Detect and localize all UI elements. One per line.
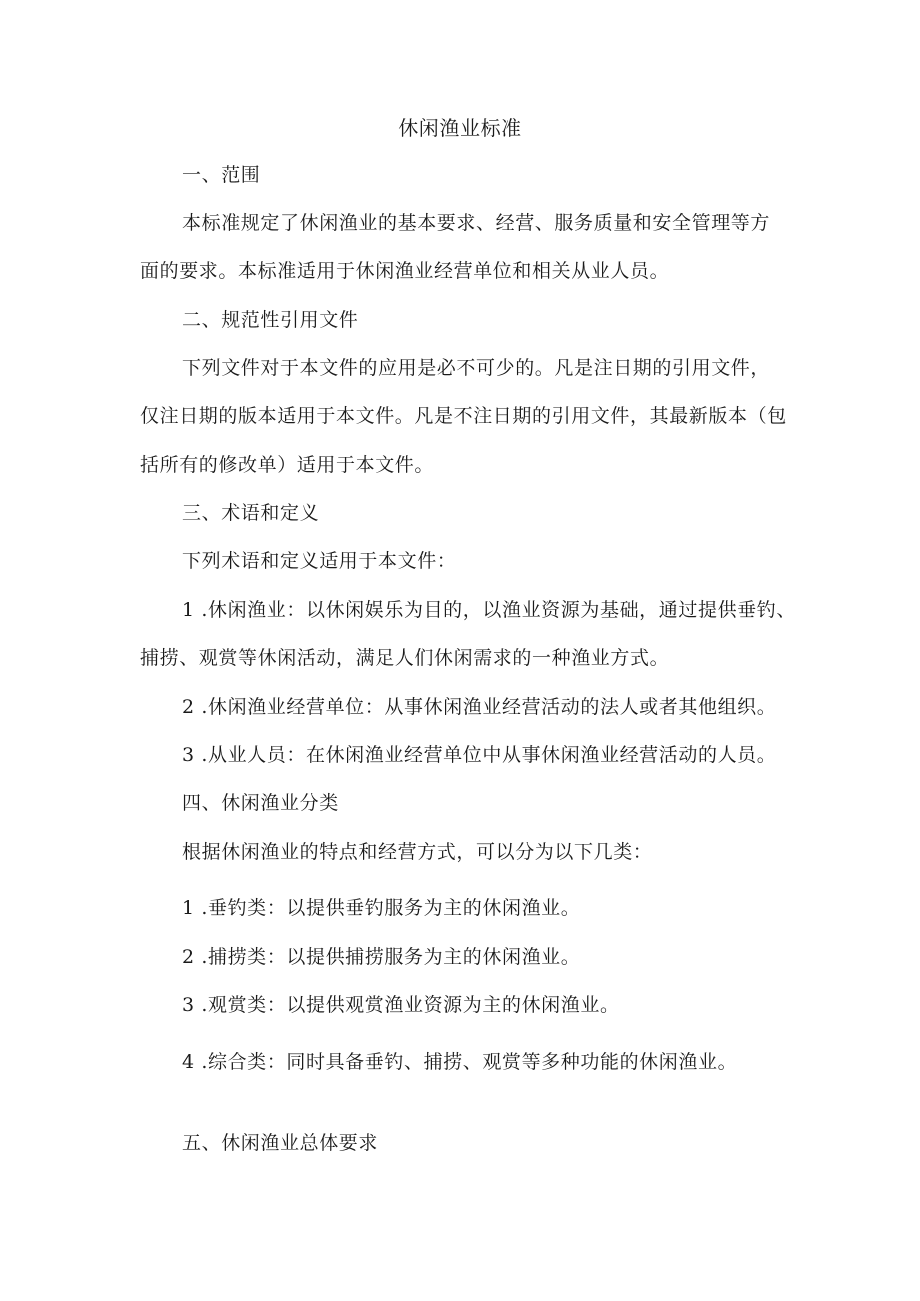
paragraph-line: 本标准规定了休闲渔业的基本要求、经营、服务质量和安全管理等方 (182, 212, 771, 234)
list-item: 1 .垂钓类：以提供垂钓服务为主的休闲渔业。 (182, 897, 581, 919)
section-heading-terms: 三、术语和定义 (182, 502, 320, 524)
document-title: 休闲渔业标准 (398, 116, 522, 140)
paragraph-line: 面的要求。本标准适用于休闲渔业经营单位和相关从业人员。 (140, 260, 670, 282)
paragraph-line: 下列术语和定义适用于本文件： (182, 550, 457, 572)
section-heading-references: 二、规范性引用文件 (182, 309, 359, 331)
list-item: 2 .休闲渔业经营单位：从事休闲渔业经营活动的法人或者其他组织。 (182, 696, 777, 718)
paragraph-line: 根据休闲渔业的特点和经营方式，可以分为以下几类： (182, 841, 653, 863)
list-item: 3 .从业人员：在休闲渔业经营单位中从事休闲渔业经营活动的人员。 (182, 744, 777, 766)
paragraph-line: 下列文件对于本文件的应用是必不可少的。凡是注日期的引用文件， (182, 357, 771, 379)
section-heading-scope: 一、范围 (182, 164, 261, 186)
section-heading-classification: 四、休闲渔业分类 (182, 792, 339, 814)
paragraph-line: 括所有的修改单）适用于本文件。 (140, 454, 435, 476)
list-item: 4 .综合类：同时具备垂钓、捕捞、观赏等多种功能的休闲渔业。 (182, 1051, 738, 1073)
list-item: 3 .观赏类：以提供观赏渔业资源为主的休闲渔业。 (182, 994, 620, 1016)
paragraph-line: 仅注日期的版本适用于本文件。凡是不注日期的引用文件，其最新版本（包 (140, 405, 787, 427)
list-item-continuation: 捕捞、观赏等休闲活动，满足人们休闲需求的一种渔业方式。 (140, 647, 670, 669)
list-item: 1 .休闲渔业：以休闲娱乐为目的，以渔业资源为基础，通过提供垂钓、 (182, 599, 796, 621)
list-item: 2 .捕捞类：以提供捕捞服务为主的休闲渔业。 (182, 946, 581, 968)
section-heading-general-requirements: 五、休闲渔业总体要求 (182, 1132, 379, 1154)
